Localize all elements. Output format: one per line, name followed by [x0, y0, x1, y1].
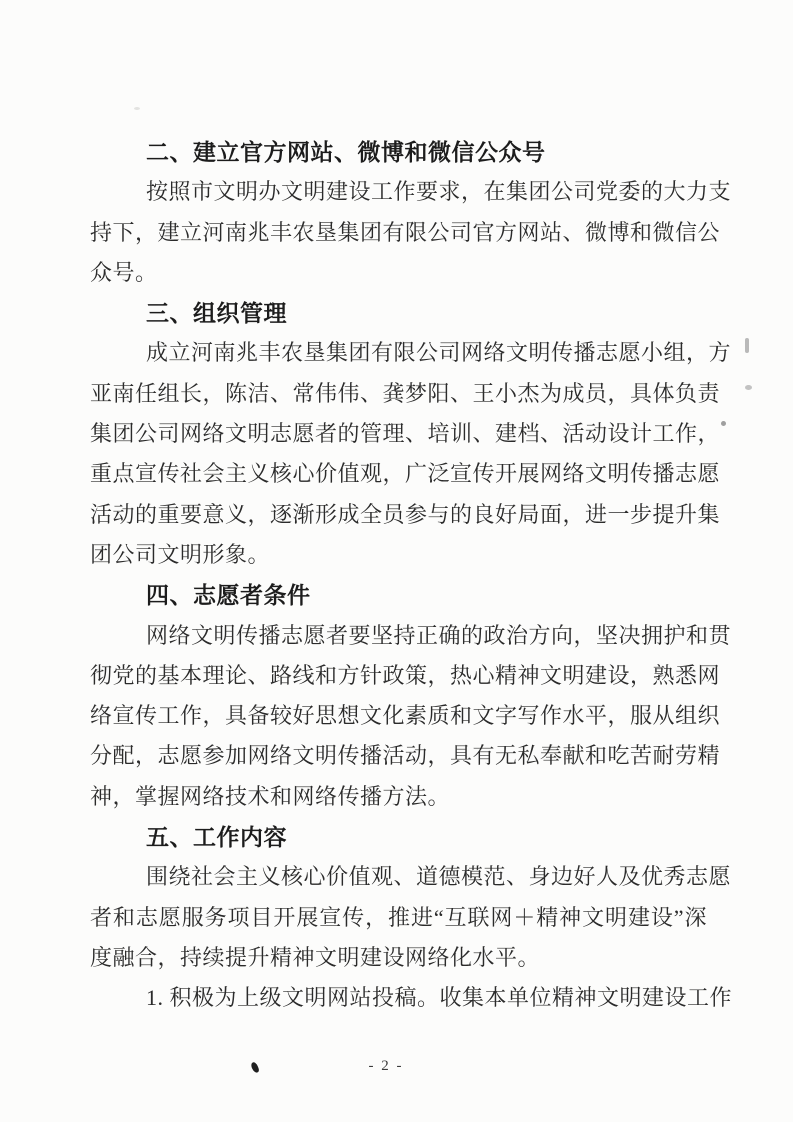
- section-paragraphs: [90, 333, 732, 575]
- section-paragraphs: [90, 857, 733, 1018]
- paragraph: [90, 978, 733, 1018]
- section: [90, 817, 733, 1018]
- section-paragraphs: [90, 616, 732, 817]
- document-body: [90, 132, 733, 1019]
- section-heading: 二、建立官方网站、微博和微信公众号: [146, 139, 546, 165]
- text-line: 者和志愿服务项目开展宣传，推进“互联网＋精神文明建设”深: [90, 904, 707, 930]
- paragraph: [90, 172, 732, 293]
- scan-speck: [745, 385, 752, 390]
- text-line: 络宣传工作，具备较好思想文化素质和文字写作水平，服从组织: [90, 703, 721, 729]
- text-line: 彻党的基本理论、路线和方针政策，热心精神文明建设，熟悉网: [90, 662, 721, 688]
- page-number: - 2 -: [368, 1058, 404, 1074]
- text-line: 神，掌握网络技术和网络传播方法。: [90, 783, 451, 809]
- text-line: 集团公司网络文明志愿者的管理、培训、建档、活动设计工作，: [90, 421, 721, 447]
- section: [90, 575, 732, 817]
- text-line: 持下，建立河南兆丰农垦集团有限公司官方网站、微博和微信公: [90, 219, 721, 245]
- page-footer: [0, 1058, 772, 1075]
- text-line: 活动的重要意义，逐渐形成全员参与的良好局面，进一步提升集: [90, 501, 721, 527]
- text-line: 分配，志愿参加网络文明传播活动，具有无私奉献和吃苦耐劳精: [90, 743, 721, 769]
- text-line: 围绕社会主义核心价值观、道德模范、身边好人及优秀志愿: [146, 864, 732, 890]
- paragraph: [90, 857, 732, 978]
- text-line: 亚南任组长，陈洁、常伟伟、龚梦阳、王小杰为成员，具体负责: [90, 380, 721, 406]
- section: [90, 132, 732, 293]
- text-line: 成立河南兆丰农垦集团有限公司网络文明传播志愿小组，方: [146, 340, 732, 366]
- scan-speck: [721, 421, 726, 426]
- section: [90, 293, 732, 575]
- text-line: 1. 积极为上级文明网站投稿。收集本单位精神文明建设工作: [146, 985, 733, 1011]
- section-heading: 三、组织管理: [146, 300, 287, 327]
- scan-speck: [745, 338, 749, 353]
- paragraph: [90, 616, 732, 817]
- section-heading: 四、志愿者条件: [146, 582, 311, 609]
- text-line: 众号。: [90, 259, 158, 285]
- text-line: 网络文明传播志愿者要坚持正确的政治方向，坚决拥护和贯: [146, 622, 732, 648]
- paragraph: [90, 333, 732, 575]
- section-paragraphs: [90, 172, 732, 293]
- text-line: 度融合，持续提升精神文明建设网络化水平。: [90, 944, 541, 970]
- scan-speck: [134, 107, 140, 110]
- text-line: 按照市文明办文明建设工作要求，在集团公司党委的大力支: [146, 179, 732, 205]
- text-line: 重点宣传社会主义核心价值观，广泛宣传开展网络文明传播志愿: [90, 461, 721, 487]
- section-heading: 五、工作内容: [146, 824, 287, 851]
- text-line: 团公司文明形象。: [90, 541, 271, 567]
